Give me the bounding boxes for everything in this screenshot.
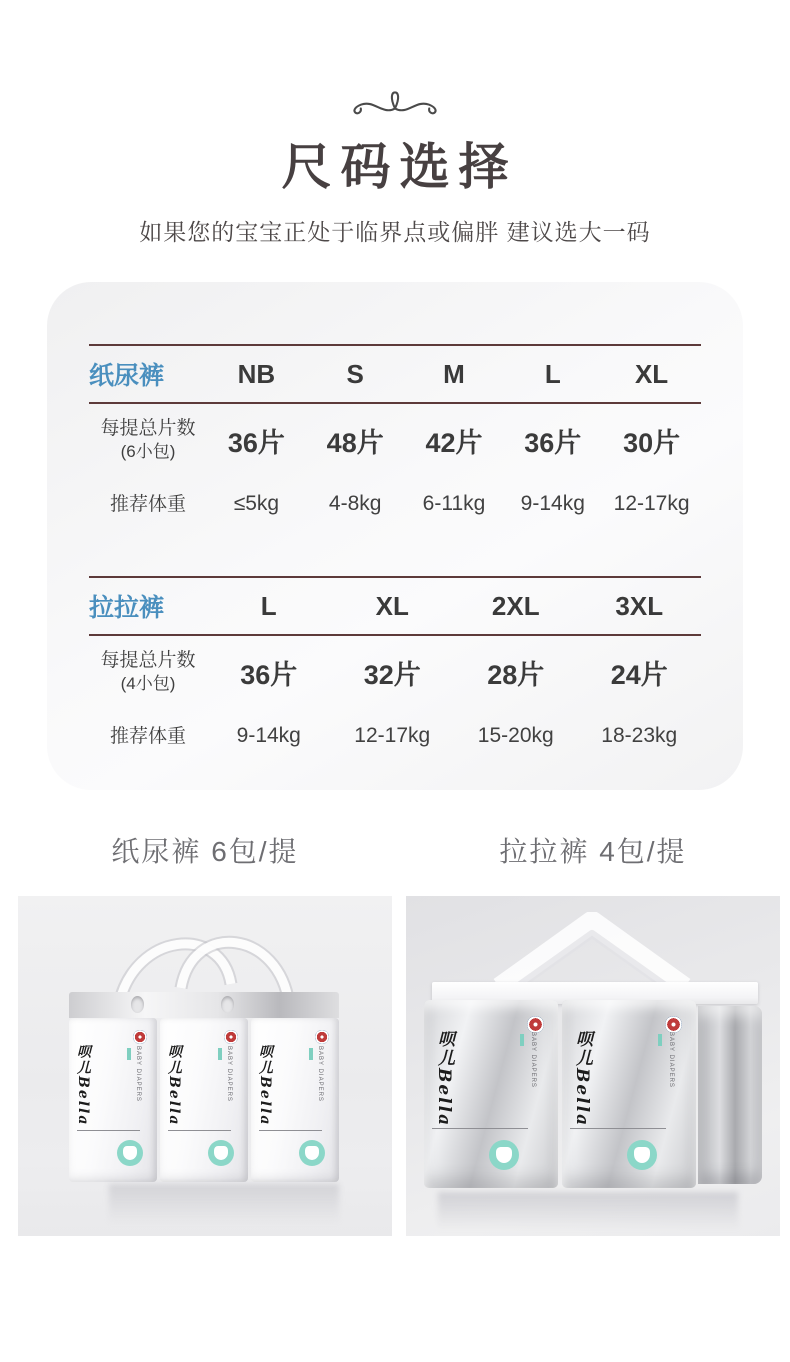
red-seal-badge-icon — [315, 1030, 329, 1044]
caption-diapers: 纸尿裤 6包/提 — [111, 836, 299, 867]
bag-hole — [221, 996, 234, 1013]
product-photo-pullups — [406, 896, 780, 1236]
pullup-size-3xl: 3XL — [615, 590, 664, 621]
pullup-weight-value: 18-23kg — [601, 724, 678, 747]
page-root — [0, 90, 790, 1362]
diaper-pieces-row — [89, 404, 701, 476]
diaper-pieces-value: 36片 — [524, 427, 582, 458]
teal-tag-icon — [309, 1048, 313, 1060]
diaper-table-header-row — [89, 344, 701, 404]
diaper-pieces-label-main: 每提总片数 — [100, 418, 196, 439]
teal-pants-logo-icon — [489, 1140, 519, 1170]
package-divider-line — [570, 1128, 666, 1129]
brand-logo: 呗儿Bella — [75, 1044, 91, 1127]
teal-tag-icon — [658, 1034, 662, 1046]
page-title: 尺码选择 — [281, 139, 518, 195]
pullup-size-xl: XL — [375, 590, 409, 621]
diaper-pieces-label-sub: (6小包) — [120, 442, 176, 461]
diaper-pack — [69, 1018, 157, 1182]
bag-side-panel — [698, 1006, 762, 1184]
diaper-pieces-label — [89, 417, 207, 463]
pullup-pieces-value: 36片 — [240, 659, 298, 690]
diaper-packs — [69, 1018, 339, 1182]
teal-diaper-logo-icon — [208, 1140, 234, 1166]
diaper-size-xl: XL — [634, 358, 669, 389]
teal-tag-icon — [127, 1048, 131, 1060]
bag-handle-icon — [472, 912, 712, 988]
diaper-pack — [160, 1018, 248, 1182]
pullup-pieces-value: 24片 — [610, 659, 668, 690]
teal-diaper-logo-icon — [117, 1140, 143, 1166]
diaper-bag — [69, 916, 339, 1216]
diaper-size-m: M — [443, 358, 465, 389]
product-photo-diapers — [18, 896, 392, 1236]
pullup-bag — [424, 912, 762, 1218]
diaper-size-nb: NB — [237, 358, 276, 389]
pullup-pieces-label — [89, 649, 207, 695]
package-divider-line — [77, 1130, 140, 1131]
caption-pullups: 拉拉裤 4包/提 — [499, 836, 687, 867]
brand-logo: 呗儿Bella — [434, 1030, 454, 1128]
bag-hole — [131, 996, 144, 1013]
pullup-pack — [424, 1000, 558, 1188]
flourish-ornament-icon — [343, 90, 447, 120]
diaper-table-product-label: 纸尿裤 — [89, 362, 165, 390]
red-seal-badge-icon — [527, 1016, 544, 1033]
diaper-weight-value: 9-14kg — [520, 492, 585, 515]
pullup-table-product-label: 拉拉裤 — [89, 594, 165, 622]
pullup-weight-value: 15-20kg — [477, 724, 554, 747]
pullup-size-l: L — [260, 590, 277, 621]
package-side-text: BABY DIAPERS — [668, 1032, 674, 1088]
diaper-weight-value: 4-8kg — [328, 492, 382, 515]
diaper-pieces-value: 48片 — [326, 427, 384, 458]
package-divider-line — [432, 1128, 528, 1129]
pullup-pieces-label-main: 每提总片数 — [100, 650, 196, 671]
red-seal-badge-icon — [665, 1016, 682, 1033]
diaper-weight-value: 12-17kg — [613, 492, 690, 515]
teal-diaper-logo-icon — [299, 1140, 325, 1166]
pullup-weight-label: 推荐体重 — [109, 725, 186, 747]
pullup-pack — [562, 1000, 696, 1188]
photo-captions — [18, 830, 780, 870]
package-side-text: BABY DIAPERS — [226, 1046, 232, 1102]
red-seal-badge-icon — [224, 1030, 238, 1044]
diaper-size-l: L — [544, 358, 561, 389]
floor-reflection — [109, 1184, 339, 1230]
pullup-size-2xl: 2XL — [491, 590, 540, 621]
diaper-weight-value: ≤5kg — [233, 492, 280, 515]
diaper-size-s: S — [346, 358, 364, 389]
pullup-packs — [424, 1000, 696, 1188]
diaper-weight-row — [89, 476, 701, 532]
pullup-pieces-row — [89, 636, 701, 708]
teal-tag-icon — [520, 1034, 524, 1046]
brand-logo: 呗儿Bella — [166, 1044, 182, 1127]
red-seal-badge-icon — [133, 1030, 147, 1044]
product-photos — [18, 896, 780, 1236]
package-divider-line — [168, 1130, 231, 1131]
diaper-weight-label: 推荐体重 — [109, 493, 186, 515]
pullup-table-header-row — [89, 576, 701, 636]
pullup-pieces-value: 28片 — [487, 659, 545, 690]
teal-pants-logo-icon — [627, 1140, 657, 1170]
floor-reflection — [438, 1192, 738, 1236]
package-side-text: BABY DIAPERS — [135, 1046, 141, 1102]
pullup-weight-row — [89, 708, 701, 764]
brand-logo: 呗儿Bella — [257, 1044, 273, 1127]
diaper-pieces-value: 36片 — [227, 427, 285, 458]
pullup-weight-value: 9-14kg — [236, 724, 301, 747]
diaper-weight-value: 6-11kg — [422, 492, 486, 515]
pullup-weight-value: 12-17kg — [354, 724, 431, 747]
brand-logo: 呗儿Bella — [572, 1030, 592, 1128]
diaper-pieces-value: 30片 — [623, 427, 681, 458]
bag-top-band — [69, 992, 339, 1018]
size-chart-card — [47, 282, 743, 790]
diaper-pack — [251, 1018, 339, 1182]
teal-tag-icon — [218, 1048, 222, 1060]
package-divider-line — [259, 1130, 322, 1131]
page-subtitle: 如果您的宝宝正处于临界点或偏胖 建议选大一码 — [139, 219, 651, 245]
pullup-pieces-value: 32片 — [363, 659, 421, 690]
pullup-pieces-label-sub: (4小包) — [120, 674, 176, 693]
package-side-text: BABY DIAPERS — [317, 1046, 323, 1102]
package-side-text: BABY DIAPERS — [530, 1032, 536, 1088]
diaper-pieces-value: 42片 — [425, 427, 483, 458]
